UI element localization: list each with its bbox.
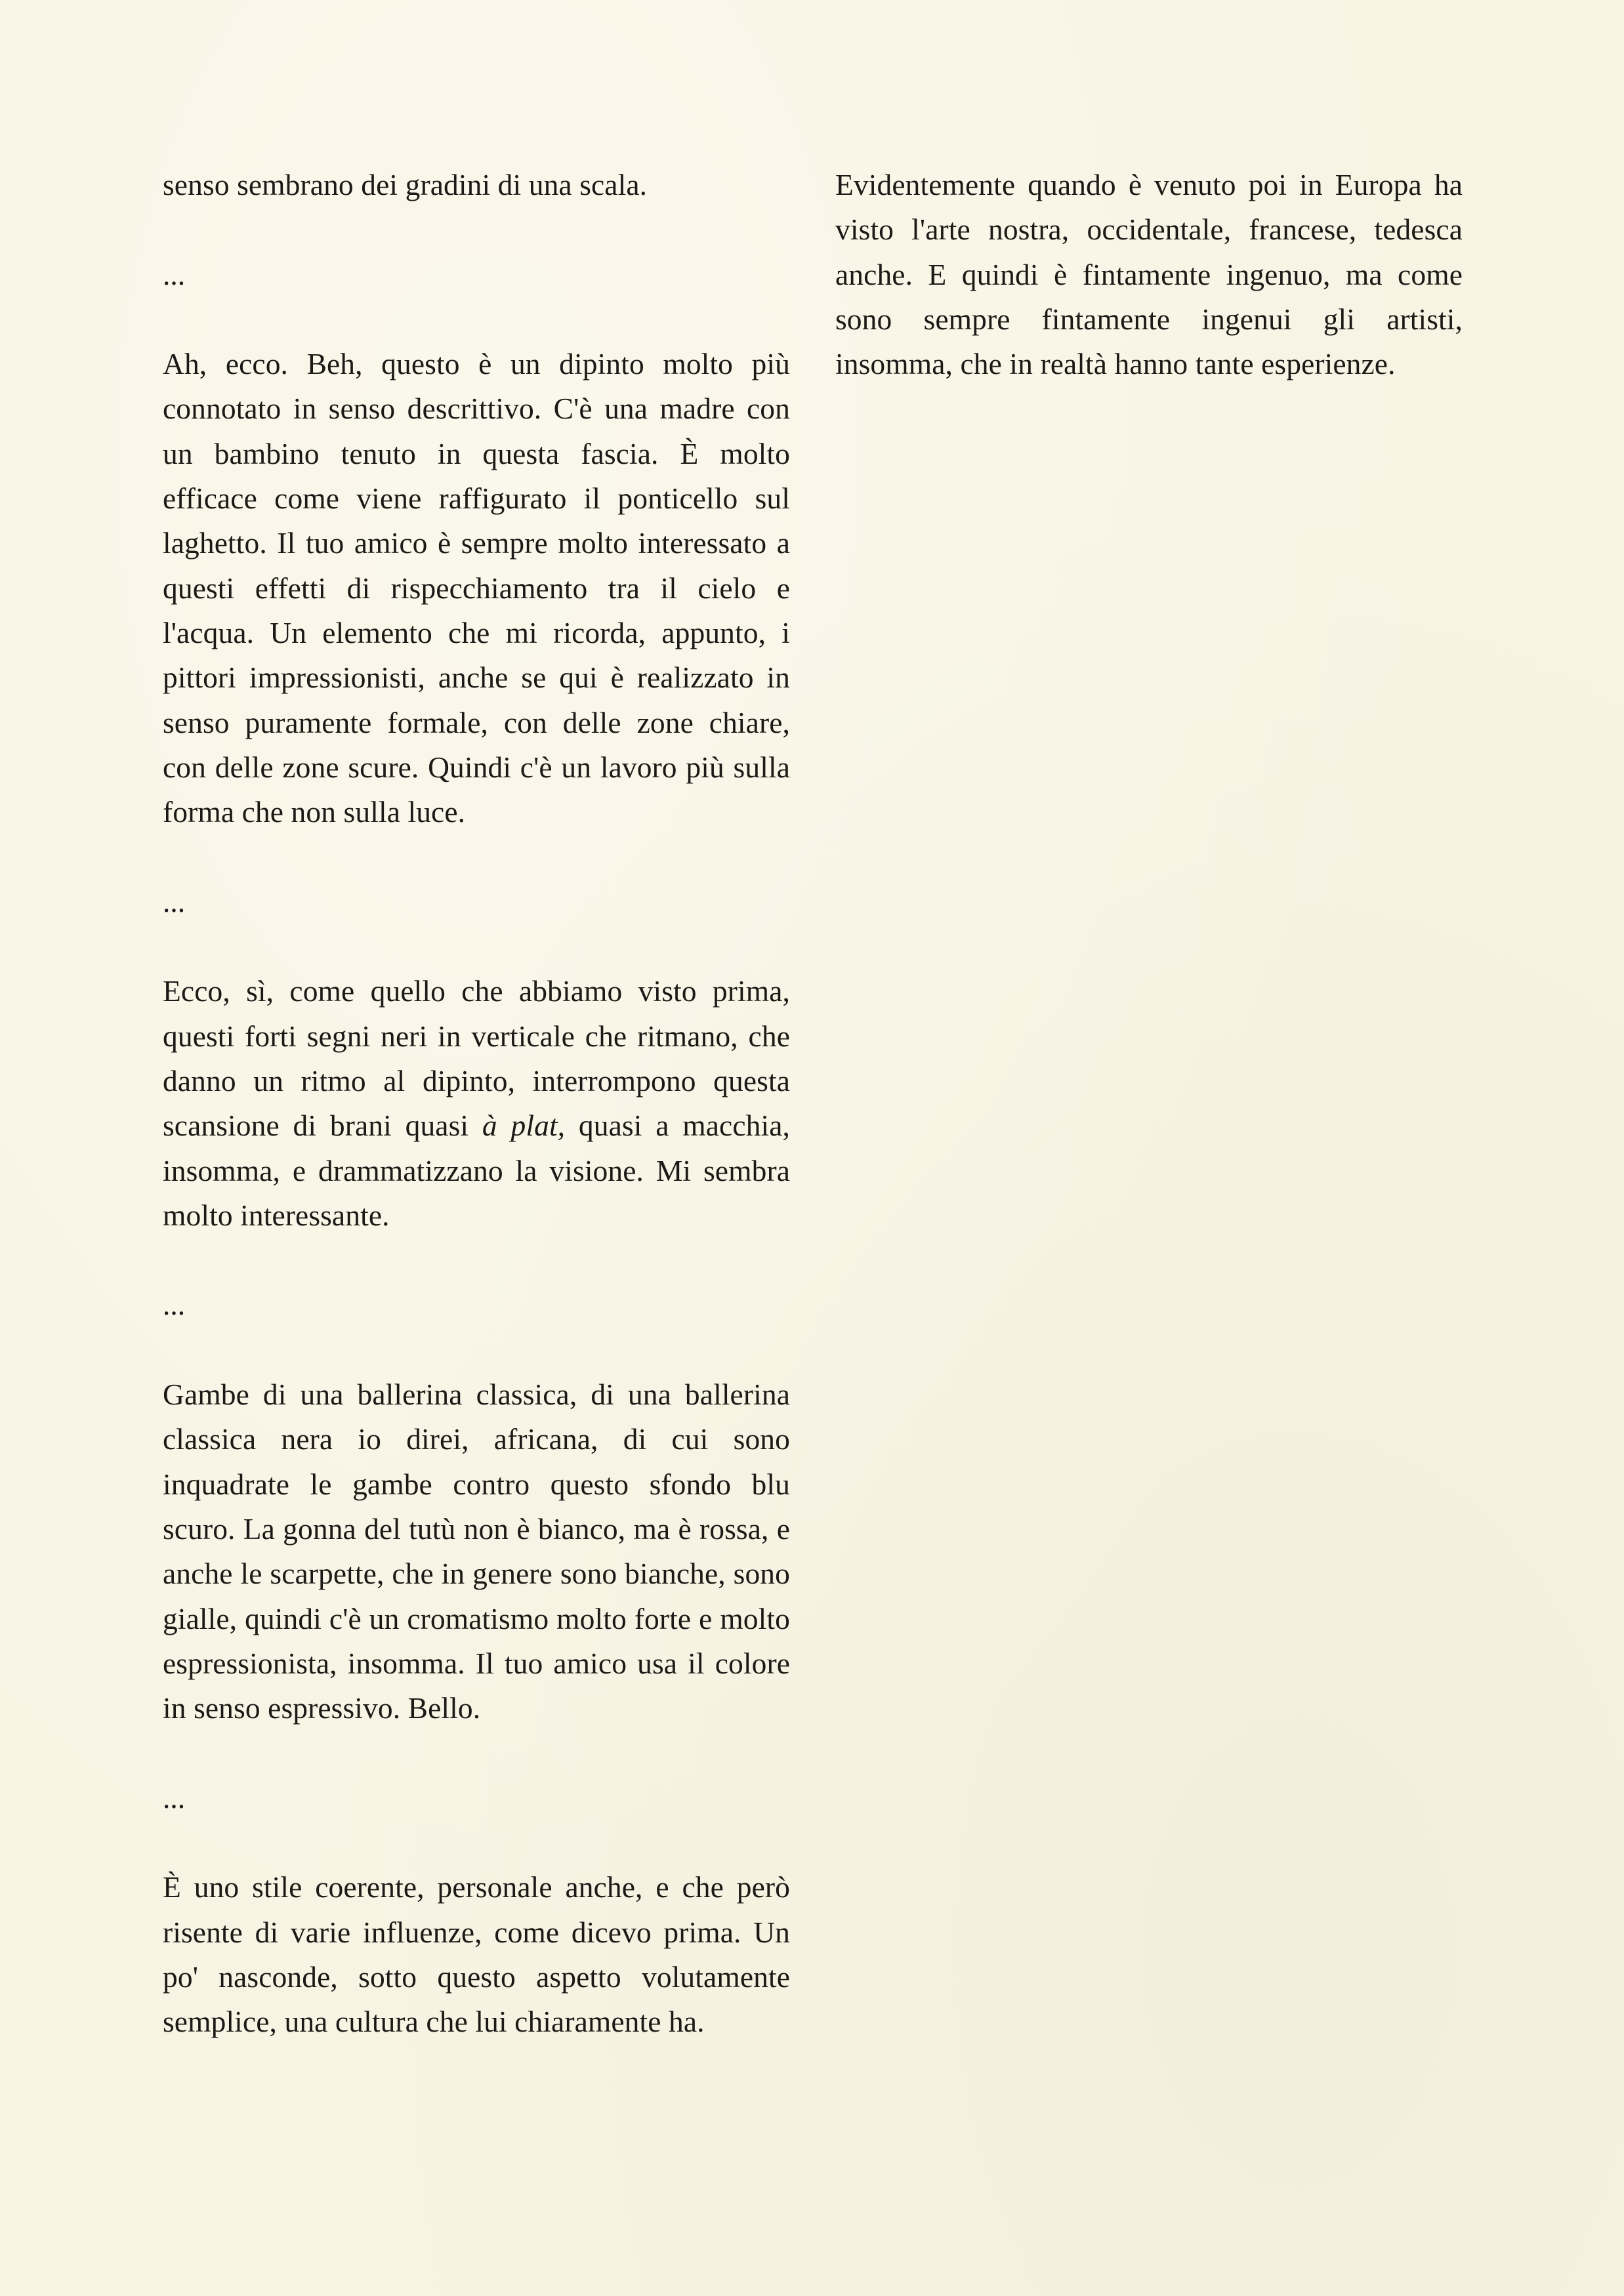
left-column <box>163 163 790 2044</box>
paragraph-text: quasi a macchia, insomma, e drammatizzano la visione. Mi sembra molto interessante. <box>163 1109 790 1232</box>
paragraph-ballerina: Gambe di una ballerina classica, di una ballerina classica nera io direi, africana, di cui sono inquadrate le gambe contro questo sfondo blu scuro. La gonna del tutù non è bianco, ma è rossa, e anche le scarpette, che in genere sono bianche, sono gialle, quindi c'è un cromatismo molto forte e molto espressionista, insomma. Il tuo amico usa il colore in senso espressivo. Bello. <box>163 1378 790 1725</box>
paragraph-europe: Evidentemente quando è venuto poi in Europa ha visto l'arte nostra, occidentale, francese, tedesca anche. E quindi è fintamente ingenuo, ma come sono sempre fintamente ingenui gli artisti, insomma, che in realtà hanno tante esperienze. <box>835 168 1463 381</box>
section-separator: ... <box>163 1288 186 1322</box>
section-separator: ... <box>163 884 186 918</box>
italic-term: à plat, <box>482 1109 566 1143</box>
section-separator: ... <box>163 1780 186 1814</box>
right-column <box>835 163 1463 386</box>
paragraph-coherent-style: È uno stile coerente, personale anche, e che però risente di varie influenze, come dicevo prima. Un po' nasconde, sotto questo aspetto volutamente semplice, una cultura che lui chiaramente ha. <box>163 1870 790 2039</box>
section-separator: ... <box>163 257 186 291</box>
paragraph-black-signs <box>163 969 790 1238</box>
paragraph-scale-steps: senso sembrano dei gradini di una scala. <box>163 168 648 201</box>
paragraph-text: Ecco, sì, come quello che abbiamo visto prima, questi forti segni neri in verticale che ritmano, che danno un ritmo al dipinto, interrompono questa scansione di brani quasi <box>163 974 790 1143</box>
paragraph-mother-child: Ah, ecco. Beh, questo è un dipinto molto più connotato in senso descrittivo. C'è una madre con un bambino tenuto in questa fascia. È molto efficace come viene raffigurato il ponticello sul laghetto. Il tuo amico è sempre molto interessato a questi effetti di rispecchiamento tra il cielo e l'acqua. Un elemento che mi ricorda, appunto, i pittori impressionisti, anche se qui è realizzato in senso puramente formale, con delle zone chiare, con delle zone scure. Quindi c'è un lavoro più sulla forma che non sulla luce. <box>163 347 790 829</box>
